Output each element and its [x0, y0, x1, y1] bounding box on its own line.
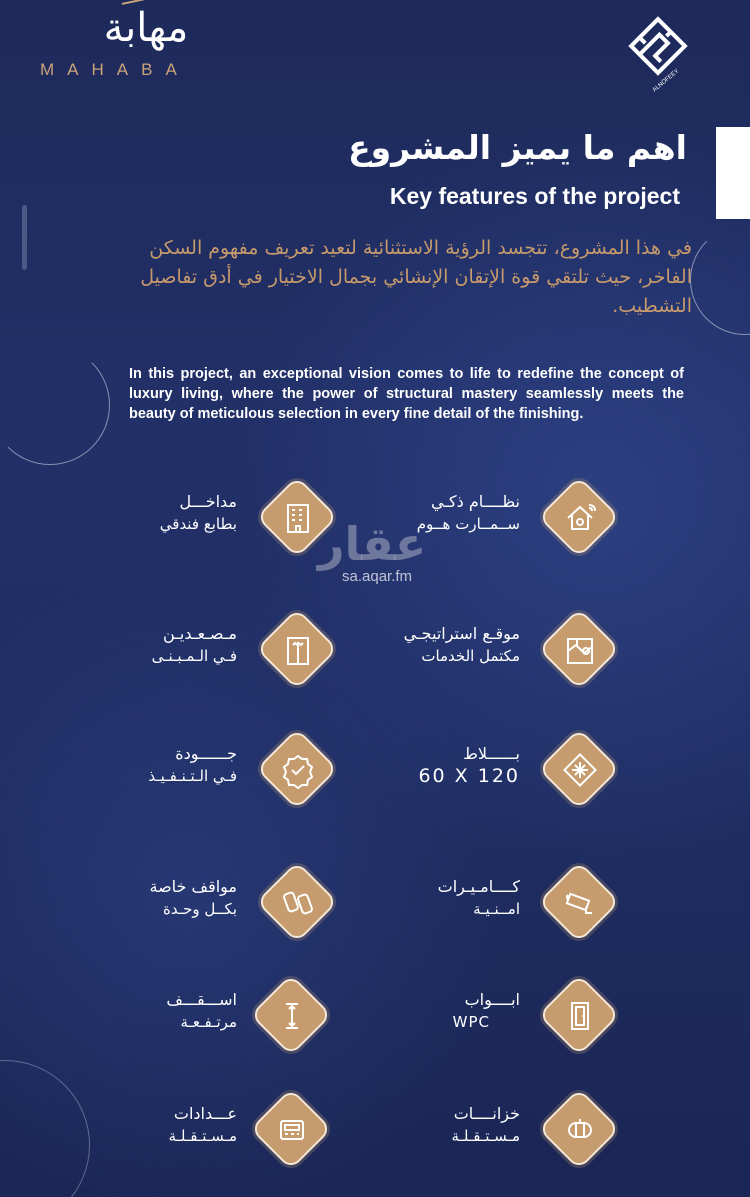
brand-logo-english: MAHABA: [40, 60, 190, 79]
feature-line-2: مـسـتـقـلـة: [168, 1127, 237, 1145]
tiles-icon: [560, 750, 600, 790]
feature-line-1: اســـقـــف: [166, 990, 237, 1009]
feature-line-1: مواقف خاصة: [149, 877, 237, 896]
feature-line-2: WPC: [452, 1013, 490, 1031]
feature-tiles: [280, 730, 620, 810]
feature-line-2: بطابع فندقي: [159, 515, 237, 533]
decorative-arc-right: [690, 225, 750, 335]
feature-line-1: مداخـــل: [179, 492, 237, 511]
water-tank-icon: [560, 1110, 600, 1150]
feature-strategic-location: [280, 610, 620, 690]
feature-line-1: موقـع استراتيجـي: [403, 624, 520, 643]
feature-badge: [540, 478, 620, 558]
feature-line-1: كــــامـيـرات: [437, 877, 520, 896]
feature-line-2: ســمــارت هــوم: [416, 515, 520, 533]
brand-logo-arabic: مهابة: [103, 5, 189, 51]
feature-badge: [540, 863, 620, 943]
feature-line-2: مرتـفـعـة: [180, 1013, 237, 1031]
door-icon: [560, 996, 600, 1036]
intro-text-english: In this project, an exceptional vision comes to life to redefine the concept of luxury living, where the power of structural mastery seamlessly meets the beauty of meticulous selection in every fine detail of the finishing.: [129, 366, 684, 422]
feature-badge: [540, 730, 620, 810]
watermark-url: sa.aqar.fm: [342, 568, 413, 585]
watermark-logo: عقار: [318, 517, 427, 571]
developer-emblem-text: ALNOFEEY: [651, 68, 681, 94]
feature-security-cameras: [280, 863, 620, 943]
intro-text-arabic: في هذا المشروع، تتجسد الرؤية الاستثنائية لتعيد تعريف مفهوم السكن الفاخر، حيث تلتقي قوة الإتقان الإنشائي بجمال الاختيار في أدق تفاصيل التشطيب.: [140, 237, 692, 317]
feature-line-1: بــــــلاط: [463, 744, 520, 763]
feature-badge: [540, 1090, 620, 1170]
feature-badge: [540, 976, 620, 1056]
security-camera-icon: [560, 883, 600, 923]
map-location-icon: [560, 630, 600, 670]
feature-line-1: مـصـعـديـن: [163, 624, 237, 643]
decorative-arc-left: [0, 345, 110, 465]
feature-line-2: 60 X 120: [418, 765, 520, 787]
decorative-white-tab: [716, 127, 750, 219]
smart-home-icon: [560, 498, 600, 538]
feature-line-2: بكــل وحـدة: [162, 900, 237, 918]
feature-line-1: جــــــودة: [175, 744, 237, 763]
feature-wpc-doors: [280, 976, 620, 1056]
feature-line-2: امــنـيـة: [473, 900, 520, 918]
decorative-left-bar: [22, 205, 27, 270]
feature-badge: [540, 610, 620, 690]
feature-line-2: مـسـتـقـلـة: [451, 1127, 520, 1145]
feature-line-1: ابــــواب: [464, 990, 520, 1009]
developer-emblem-icon: [627, 15, 689, 77]
feature-line-2: فـي الـمـبـنـى: [151, 647, 237, 665]
feature-line-2: فـي الـتـنـفـيـذ: [148, 767, 237, 785]
feature-line-1: خزانــــات: [453, 1104, 520, 1123]
page-title-arabic: اهم ما يميز المشروع: [348, 128, 687, 167]
feature-separate-tanks: [280, 1090, 620, 1170]
feature-line-1: عـــدادات: [173, 1104, 237, 1123]
page-title-english: Key features of the project: [389, 183, 680, 209]
feature-line-2: مكتمل الخدمات: [421, 647, 520, 665]
feature-line-1: نظــــام ذكـي: [431, 492, 520, 511]
